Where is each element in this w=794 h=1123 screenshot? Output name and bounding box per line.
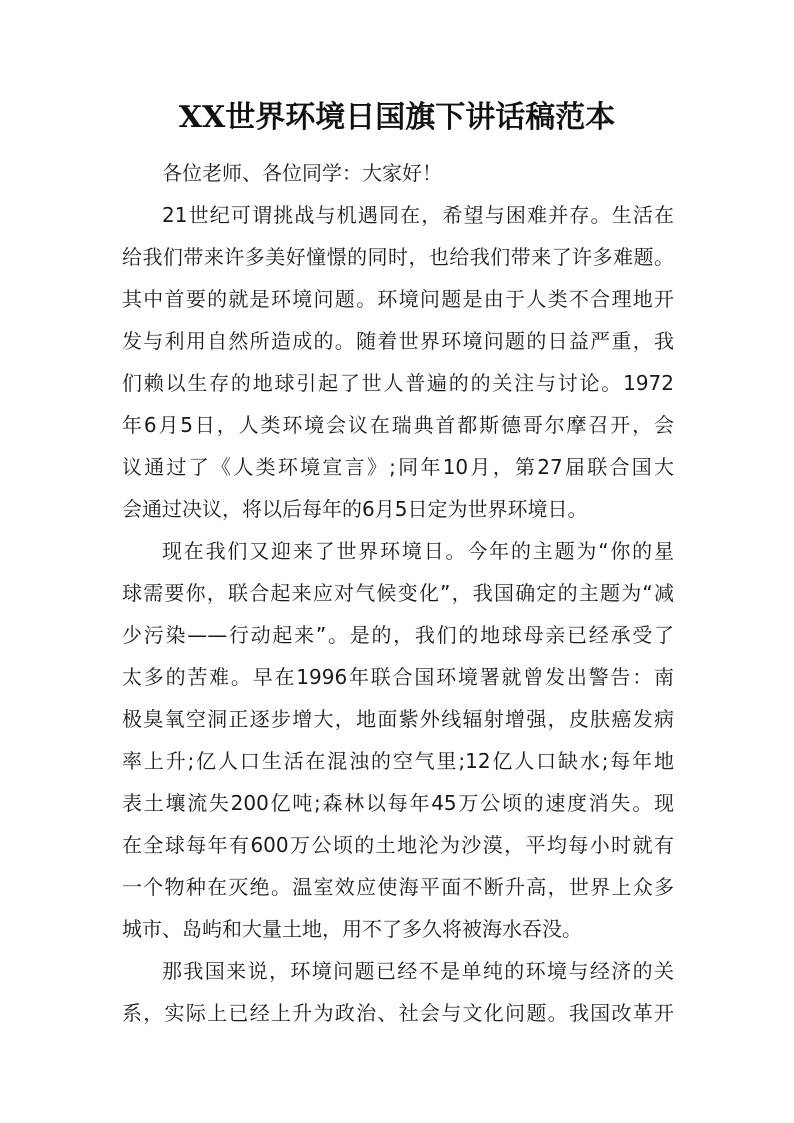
paragraph-line: 年6月5日，人类环境会议在瑞典首都斯德哥尔摩召开，会 [122,413,674,437]
paragraph-line: 发与利用自然所造成的。随着世界环境问题的日益严重，我 [122,329,674,353]
paragraph-line: 现在我们又迎来了世界环境日。今年的主题为“你的星 [162,539,674,563]
document-title: XX世界环境日国旗下讲话稿范本 [178,100,616,135]
paragraph-line: 们赖以生存的地球引起了世人普遍的的关注与讨论。1972 [122,371,674,395]
paragraph-3 [122,950,674,1034]
paragraph-line: 给我们带来许多美好憧憬的同时，也给我们带来了许多难题。 [122,245,674,269]
paragraph-2 [122,530,674,950]
paragraph-line: 少污染——行动起来”。是的，我们的地球母亲已经承受了 [122,623,674,647]
paragraph-line: 其中首要的就是环境问题。环境问题是由于人类不合理地开 [122,287,674,311]
paragraph-line: 城市、岛屿和大量土地，用不了多久将被海水吞没。 [122,917,582,941]
greeting-line: 各位老师、各位同学：大家好！ [162,161,442,185]
paragraph-line: 球需要你，联合起来应对气候变化”，我国确定的主题为“减 [122,581,674,605]
paragraph-line: 率上升;亿人口生活在混浊的空气里;12亿人口缺水;每年地 [122,749,674,773]
paragraph-line: 议通过了《人类环境宣言》;同年10月，第27届联合国大 [122,455,674,479]
paragraph-line: 21世纪可谓挑战与机遇同在，希望与困难并存。生活在 [162,203,674,227]
paragraph-line: 会通过决议，将以后每年的6月5日定为世界环境日。 [122,497,588,521]
paragraph-line: 系，实际上已经上升为政治、社会与文化问题。我国改革开 [122,1001,674,1025]
paragraph-line: 太多的苦难。早在1996年联合国环境署就曾发出警告：南 [122,665,674,689]
paragraph-line: 在全球每年有600万公顷的土地沦为沙漠，平均每小时就有 [122,833,674,857]
paragraph-line: 那我国来说，环境问题已经不是单纯的环境与经济的关 [162,959,674,983]
document-body [122,152,674,1034]
paragraph-1 [122,194,674,530]
paragraph-line: 表土壤流失200亿吨;森林以每年45万公顷的速度消失。现 [122,791,674,815]
paragraph-line: 一个物种在灭绝。温室效应使海平面不断升高，世界上众多 [122,875,674,899]
paragraph-line: 极臭氧空洞正逐步增大，地面紫外线辐射增强，皮肤癌发病 [122,707,674,731]
greeting-paragraph [122,152,674,194]
